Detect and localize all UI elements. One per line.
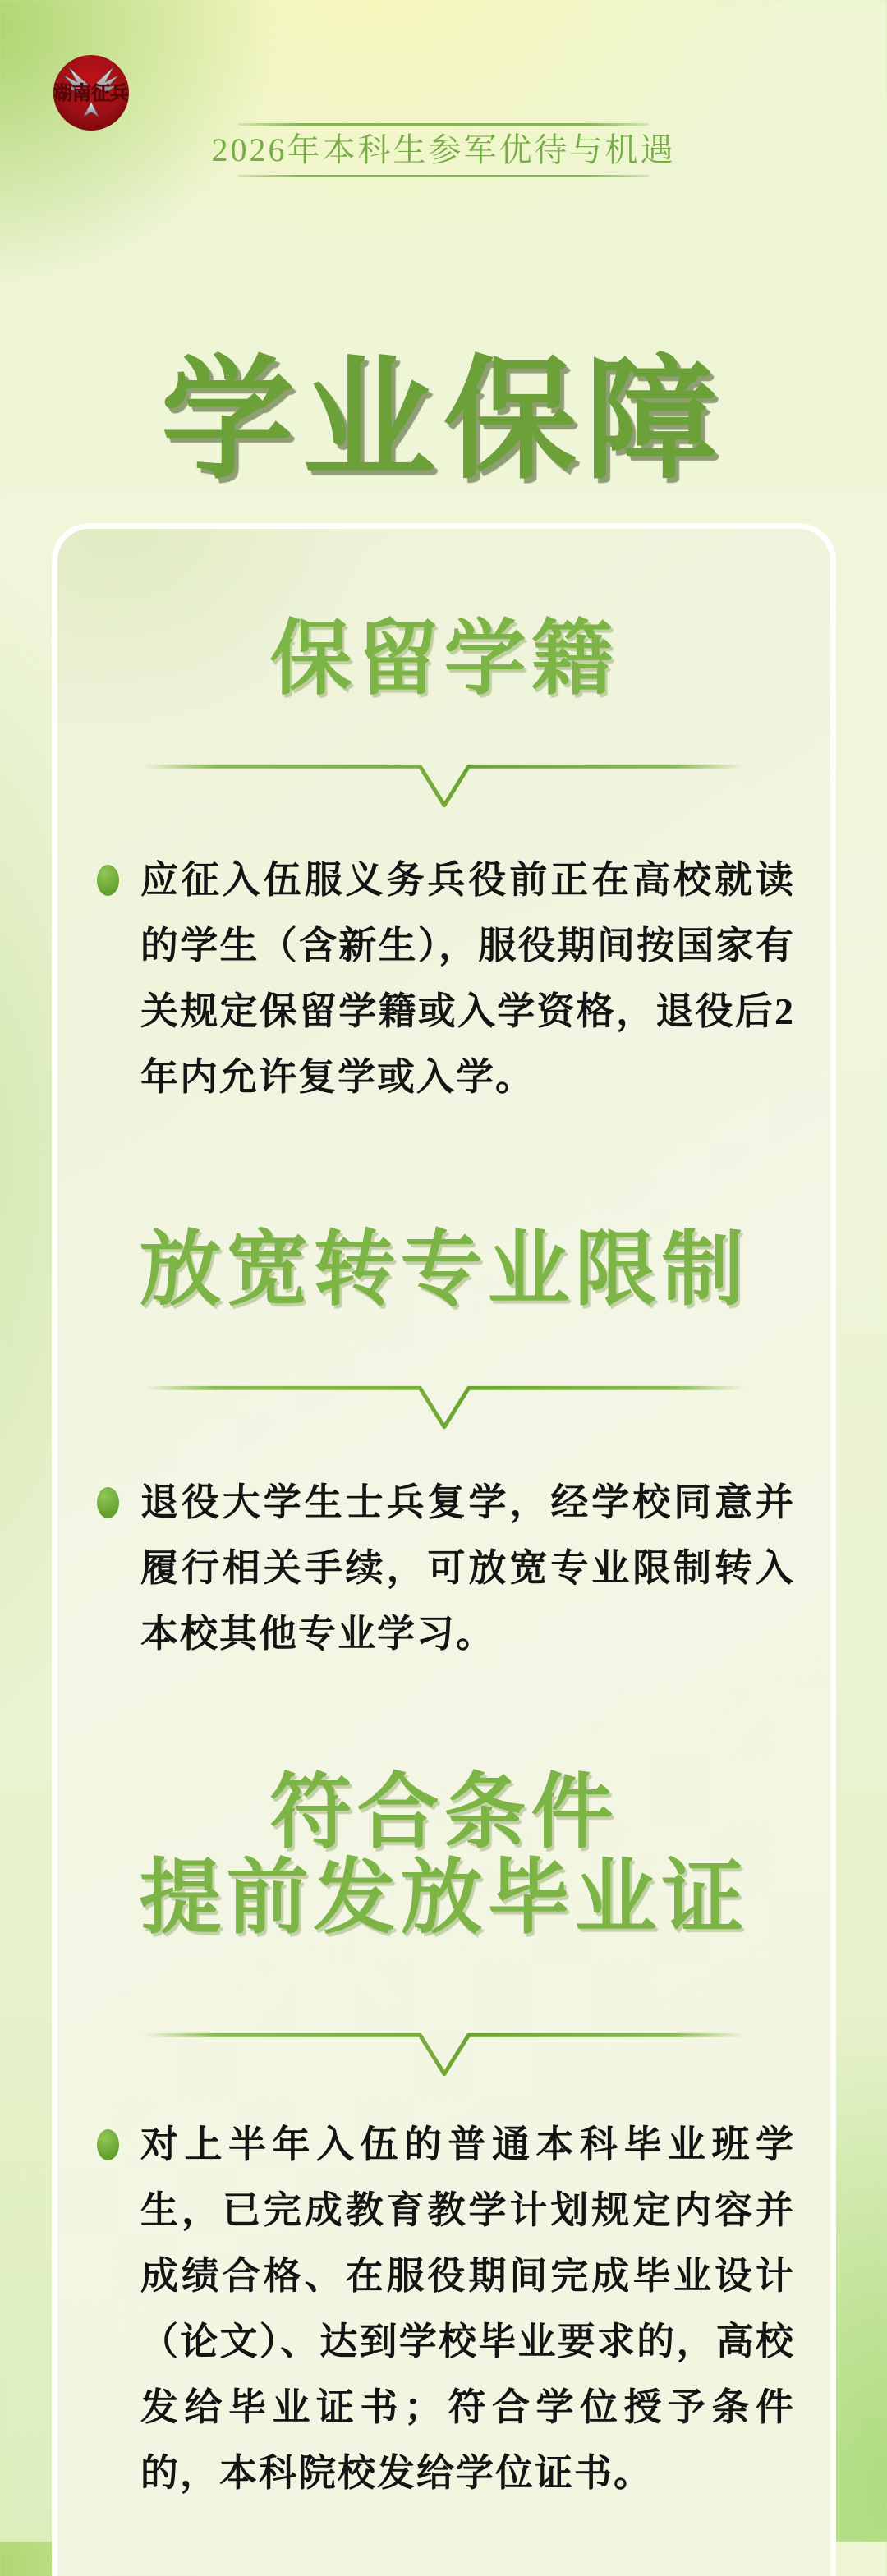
banner: [0, 123, 887, 177]
body-text: 对上半年入伍的普通本科毕业班学生，已完成教育教学计划规定内容并成绩合格、在服役期间完成毕业设计（论文）、达到学校毕业要求的，高校发给毕业证书；符合学位授予条件的，本科院校发给学位证书。: [140, 2124, 795, 2494]
section-heading-line: 放宽转专业限制: [139, 1224, 749, 1316]
banner-rule-bottom: [238, 175, 649, 177]
section-heading-retain-enrollment: [57, 613, 830, 705]
bullet-icon: [97, 865, 119, 896]
hunan-conscription-logo: [53, 54, 130, 131]
content-card: [52, 523, 836, 2576]
chevron-divider-icon: [136, 761, 752, 814]
page-title: 学业保障: [161, 347, 726, 495]
chevron-divider-icon: [136, 1383, 752, 1435]
winged-red-emblem-icon: [53, 54, 130, 131]
section-body-major-transfer: [97, 1470, 795, 1667]
banner-text: 2026年本科生参军优待与机遇: [211, 131, 676, 168]
section-heading-line: 符合条件: [269, 1767, 618, 1858]
body-text: 应征入伍服义务兵役前正在高校就读的学生（含新生），服役期间按国家有关规定保留学籍或入学资格，退役后2年内允许复学或入学。: [140, 859, 795, 1098]
section-body-retain-enrollment: [97, 847, 795, 1110]
logo-text: 湖南征兵: [53, 83, 129, 103]
section-heading-line: 提前发放毕业证: [139, 1853, 749, 1944]
body-text: 退役大学生士兵复学，经学校同意并履行相关手续，可放宽专业限制转入本校其他专业学习。: [140, 1481, 795, 1655]
bullet-icon: [97, 2129, 119, 2160]
section-heading-early-diploma: [57, 1767, 830, 1944]
section-body-early-diploma: [97, 2112, 795, 2506]
section-heading-major-transfer: [57, 1224, 830, 1316]
section-heading-line: 保留学籍: [269, 613, 618, 705]
chevron-divider-icon: [136, 2030, 752, 2082]
bullet-icon: [97, 1487, 119, 1518]
